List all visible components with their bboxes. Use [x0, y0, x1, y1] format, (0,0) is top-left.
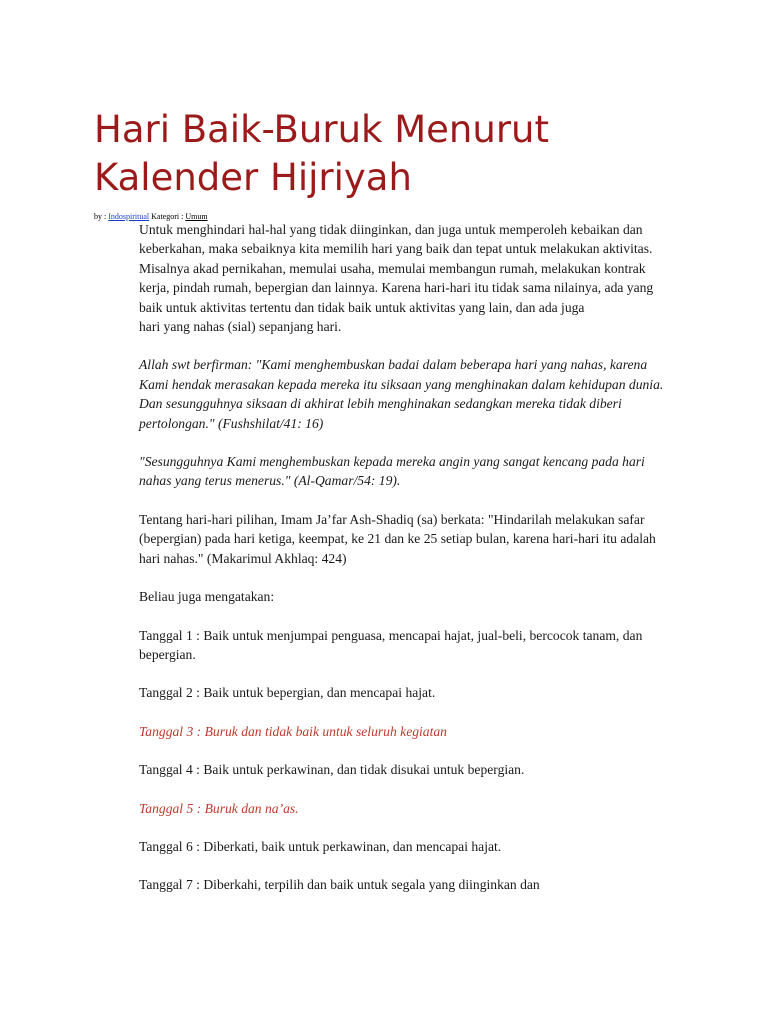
- day-item-4: Tanggal 4 : Baik untuk perkawinan, dan tidak disukai untuk bepergian.: [139, 762, 525, 778]
- beliau-paragraph: Beliau juga mengatakan:: [139, 589, 275, 605]
- category-label: Kategori :: [151, 212, 184, 221]
- intro-last-line: hari yang nahas (sial) sepanjang hari.: [139, 319, 342, 335]
- intro-text: Untuk menghindari hal-hal yang tidak diinginkan, dan juga untuk memperoleh kebaikan dan keberkahan, maka sebaiknya kita memilih hari yang baik dan tepat untuk melakukan aktivitas. Misalnya akad pernikahan, memulai usaha, memulai membangun rumah, melakukan kontrak kerja, pindah rumah, bepergian dan lainnya. Karena hari-hari itu tidak sama nilainya, ada yang baik untuk aktivitas tertentu dan tidak baik untuk aktivitas yang lain, dan ada juga: [139, 222, 654, 315]
- by-label: by :: [94, 212, 107, 221]
- day-item-5: Tanggal 5 : Buruk dan na’as.: [139, 800, 299, 816]
- imam-paragraph: Tentang hari-hari pilihan, Imam Ja’far Ash-Shadiq (sa) berkata: "Hindarilah melakukan safar (bepergian) pada hari ketiga, keempat, ke 21 dan ke 25 setiap bulan, karena hari-hari itu adalah hari nahas." (Makarimul Akhlaq: 424): [139, 511, 656, 566]
- day-item-6: Tanggal 6 : Diberkati, baik untuk perkawinan, dan mencapai hajat.: [139, 838, 502, 854]
- quote-al-qamar: "Sesungguhnya Kami menghembuskan kepada mereka angin yang sangat kencang pada hari nahas yang terus menerus." (Al-Qamar/54: 19).: [139, 454, 645, 489]
- category-link[interactable]: Umum: [185, 212, 208, 221]
- page-title: [94, 106, 714, 202]
- title-line-1: Hari Baik-Buruk Menurut: [94, 108, 549, 151]
- day-item-3: Tanggal 3 : Buruk dan tidak baik untuk seluruh kegiatan: [139, 723, 447, 739]
- day-item-2: Tanggal 2 : Baik untuk bepergian, dan mencapai hajat.: [139, 685, 436, 701]
- day-item-1: Tanggal 1 : Baik untuk menjumpai penguasa, mencapai hajat, jual-beli, bercocok tanam, dan bepergian.: [139, 627, 643, 662]
- article-body: [139, 220, 679, 914]
- author-link[interactable]: Indospiritual: [108, 212, 150, 221]
- intro-paragraph: [139, 220, 674, 336]
- day-item-7: Tanggal 7 : Diberkahi, terpilih dan baik untuk segala yang diinginkan dan: [139, 877, 540, 893]
- quote-fushshilat: Allah swt berfirman: "Kami menghembuskan badai dalam beberapa hari yang nahas, karena Kami hendak merasakan kepada mereka itu siksaan yang menghinakan dalam kehidupan dunia. Dan sesungguhnya siksaan di akhirat lebih menghinakan sedangkan mereka tidak diberi pertolongan." (Fushshilat/41: 16): [139, 357, 664, 431]
- title-line-2: Kalender Hijriyah: [94, 156, 412, 199]
